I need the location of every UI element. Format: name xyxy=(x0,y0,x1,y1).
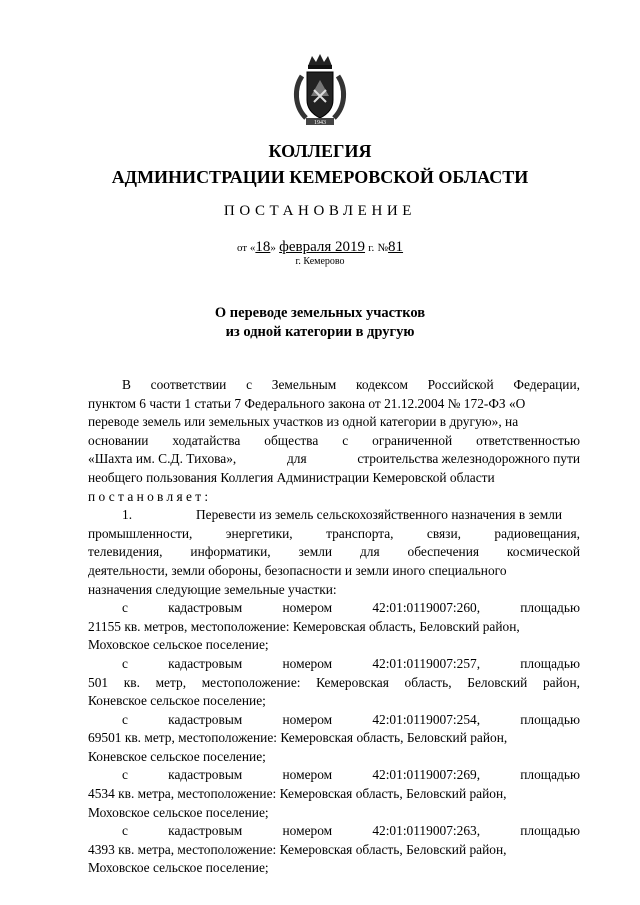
word: для xyxy=(359,544,380,560)
word: с xyxy=(342,432,349,448)
word: кадастровым xyxy=(168,767,243,783)
word: 21155 кв. метров, местоположение: Кемеровская область, Беловский район, xyxy=(88,618,520,634)
word: номером xyxy=(282,767,333,783)
word: информатики, xyxy=(190,544,271,560)
document-title xyxy=(0,304,640,342)
word: площадью xyxy=(520,711,580,727)
plot-cadastral-line xyxy=(88,655,580,674)
number-prefix: № xyxy=(377,242,389,254)
org-name-line1: КОЛЛЕГИЯ xyxy=(268,141,372,161)
word: Федерации, xyxy=(513,377,580,392)
word: транспорта, xyxy=(326,525,394,541)
word: основании xyxy=(88,432,149,448)
word: площадью xyxy=(520,767,580,783)
word: Земельным xyxy=(271,377,337,392)
word: Коневское сельское поселение; xyxy=(88,693,266,709)
item1-line xyxy=(88,562,580,581)
item1-line xyxy=(88,543,580,562)
word: область, xyxy=(404,674,452,690)
word: общества xyxy=(264,432,319,448)
word: 42:01:0119007:269, xyxy=(372,767,481,783)
word: «Шахта им. С.Д. Тихова», xyxy=(88,451,237,467)
word: промышленности, xyxy=(88,525,193,541)
word: земли xyxy=(298,544,333,560)
word: 42:01:0119007:254, xyxy=(372,711,481,727)
word: 42:01:0119007:263, xyxy=(372,823,481,839)
paragraph1-line xyxy=(88,413,580,432)
word: 4534 кв. метра, местоположение: Кемеровская область, Беловский район, xyxy=(88,786,507,802)
paragraph1-line xyxy=(88,376,580,395)
plot-settlement-line xyxy=(88,804,580,823)
word: номером xyxy=(282,655,333,671)
date-month-year: февраля 2019 xyxy=(279,239,366,255)
word: Перевести из земель сельскохозяйственного назначения в земли xyxy=(196,507,563,523)
date-number-line xyxy=(0,238,640,257)
item-number: 1. xyxy=(122,507,133,523)
city: г. Кемерово xyxy=(295,256,345,267)
word: кадастровым xyxy=(168,600,243,616)
word: район, xyxy=(542,674,580,690)
coat-of-arms-emblem xyxy=(292,52,348,130)
word: с xyxy=(246,377,253,392)
paragraph1-line xyxy=(88,395,580,414)
word: 501 xyxy=(88,674,109,690)
date-prefix: от « xyxy=(236,242,256,254)
plot-location-line xyxy=(88,618,580,637)
word: Российской xyxy=(427,377,494,392)
word: площадью xyxy=(520,823,580,839)
word: переводе земель или земельных участков из одной категории в другую», на xyxy=(88,414,519,430)
word: деятельности, земли обороны, безопасности и земли иного специального xyxy=(88,562,507,578)
paragraph1-line xyxy=(88,432,580,451)
word: необщего пользования Коллегия Администрации Кемеровской области xyxy=(88,469,495,485)
word: с xyxy=(122,767,128,783)
item1-first-line xyxy=(88,506,580,525)
document-number: 81 xyxy=(388,239,404,255)
word: энергетики, xyxy=(225,525,293,541)
date-day: 18 xyxy=(255,239,271,255)
word: для xyxy=(286,451,307,467)
item1-line xyxy=(88,581,580,600)
word: 42:01:0119007:257, xyxy=(372,655,481,671)
word: площадью xyxy=(520,600,580,616)
word: ограниченной xyxy=(372,432,453,448)
word: номером xyxy=(282,600,333,616)
plot-location-line xyxy=(88,674,580,693)
word: метр, xyxy=(155,674,187,690)
plot-settlement-line xyxy=(88,859,580,878)
word: площадью xyxy=(520,655,580,671)
paragraph1-line xyxy=(88,450,580,469)
word: связи, xyxy=(426,525,461,541)
item1-line xyxy=(88,525,580,544)
plot-settlement-line xyxy=(88,692,580,711)
plot-location-line xyxy=(88,785,580,804)
document-type: ПОСТАНОВЛЕНИЕ xyxy=(223,203,417,219)
plot-location-line xyxy=(88,729,580,748)
title-line1: О переводе земельных участков xyxy=(214,305,426,321)
emblem-year: 1943 xyxy=(314,120,326,126)
date-mid: » xyxy=(270,242,276,254)
word: кадастровым xyxy=(168,711,243,727)
plot-cadastral-line xyxy=(88,822,580,841)
word: космической xyxy=(506,544,580,560)
word: ответственностью xyxy=(476,432,580,448)
word: 4393 кв. метра, местоположение: Кемеровская область, Беловский район, xyxy=(88,841,507,857)
word: Моховское сельское поселение; xyxy=(88,804,269,820)
word: Моховское сельское поселение; xyxy=(88,860,269,876)
decree-word xyxy=(88,488,580,507)
word: назначения следующие земельные участки: xyxy=(88,581,337,597)
word: номером xyxy=(282,823,333,839)
plot-cadastral-line xyxy=(88,766,580,785)
plot-cadastral-line xyxy=(88,711,580,730)
word: кв. xyxy=(123,674,140,690)
word: с xyxy=(122,655,128,671)
plot-location-line xyxy=(88,841,580,860)
date-suffix: г. xyxy=(368,242,375,254)
word: кадастровым xyxy=(168,823,243,839)
word: Коневское сельское поселение; xyxy=(88,748,266,764)
word: номером xyxy=(282,711,333,727)
paragraph1-line xyxy=(88,469,580,488)
plot-settlement-line xyxy=(88,636,580,655)
word: радиовещания, xyxy=(494,525,580,541)
word: кодексом xyxy=(356,377,408,392)
word: строительства железнодорожного пути xyxy=(357,451,580,467)
plot-settlement-line xyxy=(88,748,580,767)
word: с xyxy=(122,711,128,727)
plot-cadastral-line xyxy=(88,599,580,618)
word: Кемеровская xyxy=(316,674,389,690)
word: 42:01:0119007:260, xyxy=(372,600,481,616)
word: соответствии xyxy=(150,377,227,392)
word: пунктом 6 части 1 статьи 7 Федерального закона от 21.12.2004 № 172-ФЗ «О xyxy=(88,395,526,411)
title-line2: из одной категории в другую xyxy=(225,324,415,340)
word: с xyxy=(122,823,128,839)
word: Моховское сельское поселение; xyxy=(88,637,269,653)
word: кадастровым xyxy=(168,655,243,671)
word: 69501 кв. метр, местоположение: Кемеровская область, Беловский район, xyxy=(88,730,508,746)
word: Беловский xyxy=(467,674,528,690)
word: ходатайства xyxy=(172,432,241,448)
word: с xyxy=(122,600,128,616)
word: местоположение: xyxy=(201,674,301,690)
word: телевидения, xyxy=(88,544,163,560)
word: обеспечения xyxy=(407,544,480,560)
document-body xyxy=(88,376,580,878)
org-name-line2: АДМИНИСТРАЦИИ КЕМЕРОВСКОЙ ОБЛАСТИ xyxy=(111,167,529,187)
word: В xyxy=(122,377,131,392)
word: постановляет: xyxy=(88,488,212,504)
